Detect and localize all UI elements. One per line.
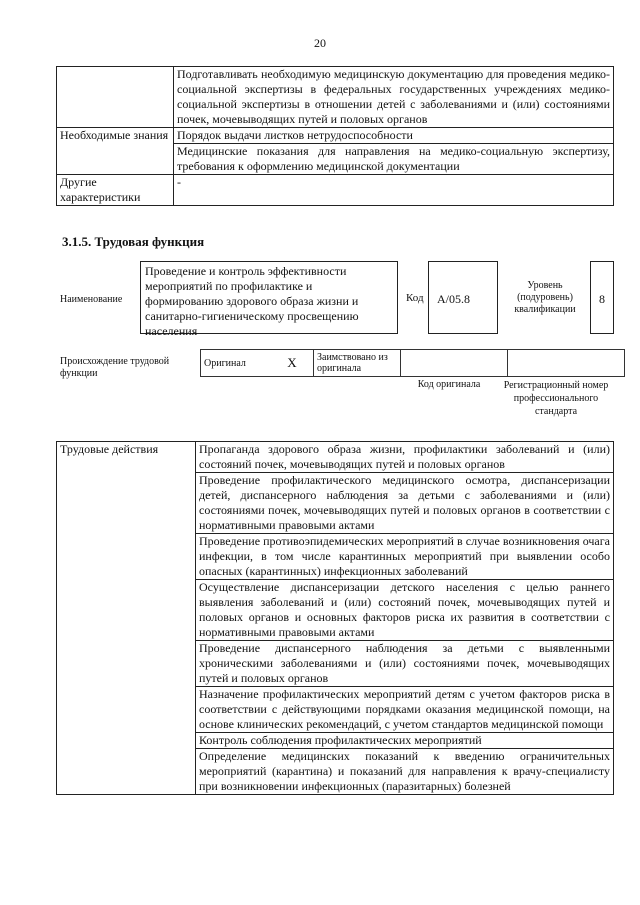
- table-row: [57, 175, 614, 206]
- page-number: 20: [314, 36, 326, 50]
- original-label: Оригинал: [201, 350, 272, 377]
- table-row: [201, 350, 625, 377]
- row-text: Медицинские показания для направления на медико-социальную экспертизу, требования к оформлению медицинской документации: [174, 144, 614, 175]
- origin-label: Происхождение трудовой функции: [60, 356, 170, 379]
- action-item: Назначение профилактических мероприятий детям с учетом факторов риска в соответствии с действующими порядками оказания медицинской помощи, на основе клинических рекомендаций, с учетом стандартов медицинской помощи: [196, 687, 614, 733]
- registration-caption: Регистрационный номер профессионального стандарта: [503, 380, 609, 417]
- original-code-cell: [401, 350, 508, 377]
- skills-table: [56, 66, 614, 206]
- borrowed-label: Заимствовано из оригинала: [314, 350, 401, 377]
- row-label: Другие характеристики: [57, 175, 174, 206]
- action-item: Осуществление диспансеризации детского населения с целью раннего выявления заболеваний и (или) состояний почек, мочевыводящих путей и половых органов и основных факторов риска их развития в соответствии с нормативными правовыми актами: [196, 580, 614, 641]
- row-text: Порядок выдачи листков нетрудоспособности: [174, 128, 614, 144]
- action-item: Проведение противоэпидемических мероприятий в случае возникновения очага инфекции, в том числе карантинных мероприятий при выявлении особо опасных (карантинных) инфекционных заболеваний: [196, 534, 614, 580]
- code-caption: Код оригинала: [417, 379, 481, 390]
- table-row: [57, 442, 614, 473]
- action-item: Проведение диспансерного наблюдения за детьми с выявленными хроническими заболеваниями и (или) состояниями почек, мочевыводящих путей и половых органов: [196, 641, 614, 687]
- table-row: [57, 67, 614, 128]
- row-label: Трудовые действия: [57, 442, 196, 795]
- qualification-level: 8: [590, 261, 614, 334]
- name-label: Наименование: [60, 294, 123, 305]
- function-code: А/05.8: [428, 261, 498, 334]
- function-name: Проведение и контроль эффективности мероприятий по профилактике и формированию здорового образа жизни и санитарно-гигиеническому просвещению населения: [140, 261, 398, 334]
- row-label: Необходимые знания: [57, 128, 174, 175]
- action-item: Определение медицинских показаний к введению ограничительных мероприятий (карантина) и показаний для направления к врачу-специалисту при возникновении инфекционных (паразитарных) болезней: [196, 749, 614, 795]
- section-title: 3.1.5. Трудовая функция: [62, 234, 205, 249]
- action-item: Проведение профилактического медицинского осмотра, диспансеризации детей, диспансерного наблюдения за детьми с заболеваниями и (или) состояниями почек, мочевыводящих путей и половых органов в соответствии с нормативными правовыми актами: [196, 473, 614, 534]
- row-text: Подготавливать необходимую медицинскую документацию для проведения медико-социальной экспертизы в федеральных государственных учреждениях медико-социальной экспертизы в отношении детей с заболеваниями и (или) состояниями почек, мочевыводящих путей и половых органов: [174, 67, 614, 128]
- row-label: [57, 67, 174, 128]
- level-label: Уровень (подуровень) квалификации: [514, 280, 576, 315]
- action-item: Пропаганда здорового образа жизни, профилактики заболеваний и (или) состояний почек, мочевыводящих путей и половых органов: [196, 442, 614, 473]
- registration-number-cell: [508, 350, 625, 377]
- origin-table: [200, 349, 625, 377]
- labor-actions-table: [56, 441, 614, 795]
- action-item: Контроль соблюдения профилактических мероприятий: [196, 733, 614, 749]
- code-label: Код: [406, 292, 424, 304]
- original-mark: X: [271, 350, 314, 377]
- row-text: -: [174, 175, 614, 206]
- table-row: [57, 128, 614, 144]
